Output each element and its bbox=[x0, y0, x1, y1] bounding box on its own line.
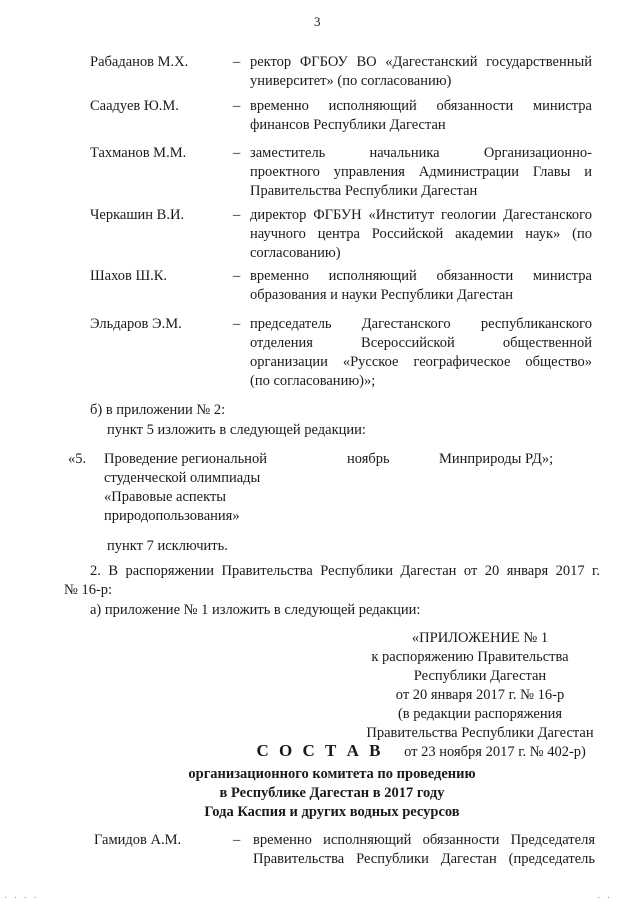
member-name: Тахманов М.М. bbox=[90, 145, 187, 161]
appendix-line: от 20 января 2017 г. № 16-р bbox=[395, 687, 565, 703]
member-role-line: (по согласованию)»; bbox=[250, 373, 376, 389]
heading-line: организационного комитета по проведению bbox=[188, 766, 476, 782]
paragraph-b-sub: пункт 5 изложить в следующей редакции: bbox=[107, 422, 366, 438]
item-7-removal: пункт 7 исключить. bbox=[107, 538, 228, 554]
event-line: Проведение региональной bbox=[104, 451, 267, 467]
heading-line: Года Каспия и других водных ресурсов bbox=[204, 804, 460, 820]
row-number: «5. bbox=[68, 451, 87, 467]
event-line: «Правовые аспекты bbox=[104, 489, 227, 505]
appendix-line: (в редакции распоряжения bbox=[397, 706, 563, 722]
composition-title: С О С Т А В bbox=[256, 741, 384, 760]
paragraph-2-line: № 16-р: bbox=[64, 582, 113, 598]
member-role-line: согласованию) bbox=[250, 245, 341, 261]
member-role-line: временно исполняющий обязанности Председателя bbox=[253, 832, 595, 848]
member-role-line: финансов Республики Дагестан bbox=[250, 117, 446, 133]
member-role-line: научного центра Российской академии наук» (по bbox=[250, 226, 592, 242]
page-number: 3 bbox=[314, 14, 321, 29]
appendix-line: Республики Дагестан bbox=[413, 668, 547, 684]
member-name: Шахов Ш.К. bbox=[90, 268, 168, 284]
paragraph-b: б) в приложении № 2: bbox=[90, 402, 226, 418]
dash: – bbox=[233, 54, 241, 70]
member-role-line: ректор ФГБОУ ВО «Дагестанский государственный bbox=[250, 54, 592, 70]
dash: – bbox=[233, 832, 241, 848]
member-role-line: председатель Дагестанского республиканского bbox=[250, 316, 592, 332]
member-role-line: организации «Русское географическое общество» bbox=[250, 354, 592, 370]
scan-noise: · · · · bbox=[4, 893, 39, 904]
member-name: Черкашин В.И. bbox=[90, 207, 185, 223]
member-role-line: директор ФГБУН «Институт геологии Дагестанского bbox=[250, 207, 592, 223]
paragraph-a: а) приложение № 1 изложить в следующей редакции: bbox=[90, 602, 421, 618]
member-name: Гамидов А.М. bbox=[94, 832, 182, 848]
member-role-line: университет» (по согласованию) bbox=[250, 73, 452, 89]
heading-line: в Республике Дагестан в 2017 году bbox=[219, 785, 445, 801]
member-role-line: отделения Всероссийской общественной bbox=[250, 335, 592, 351]
member-name: Рабаданов М.Х. bbox=[90, 54, 189, 70]
appendix-line: «ПРИЛОЖЕНИЕ № 1 bbox=[411, 630, 549, 646]
event-line: природопользования» bbox=[104, 508, 240, 524]
appendix-line: Правительства Республики Дагестан bbox=[366, 725, 594, 741]
paragraph-2-line: 2. В распоряжении Правительства Республики Дагестан от 20 января 2017 г. bbox=[90, 563, 600, 579]
member-role-line: временно исполняющий обязанности министра bbox=[250, 268, 592, 284]
dash: – bbox=[233, 207, 241, 223]
dash: – bbox=[233, 268, 241, 284]
member-name: Саадуев Ю.М. bbox=[90, 98, 179, 114]
appendix-line: от 23 ноября 2017 г. № 402-р) bbox=[404, 744, 586, 760]
member-name: Эльдаров Э.М. bbox=[90, 316, 182, 332]
event-line: студенческой олимпиады bbox=[104, 470, 261, 486]
member-role-line: Правительства Республики Дагестан bbox=[250, 183, 478, 199]
member-role-line: проектного управления Администрации Главы и bbox=[250, 164, 592, 180]
member-role-line: временно исполняющий обязанности министра bbox=[250, 98, 592, 114]
event-executor: Минприроды РД»; bbox=[439, 451, 554, 467]
appendix-line: к распоряжению Правительства bbox=[371, 649, 569, 665]
dash: – bbox=[233, 316, 241, 332]
scan-noise: · · bbox=[597, 893, 613, 904]
member-role-line: заместитель начальника Организационно- bbox=[250, 145, 592, 161]
dash: – bbox=[233, 98, 241, 114]
event-month: ноябрь bbox=[347, 451, 390, 467]
member-role-line: образования и науки Республики Дагестан bbox=[250, 287, 514, 303]
member-role-line: Правительства Республики Дагестан (председатель bbox=[253, 851, 595, 867]
dash: – bbox=[233, 145, 241, 161]
